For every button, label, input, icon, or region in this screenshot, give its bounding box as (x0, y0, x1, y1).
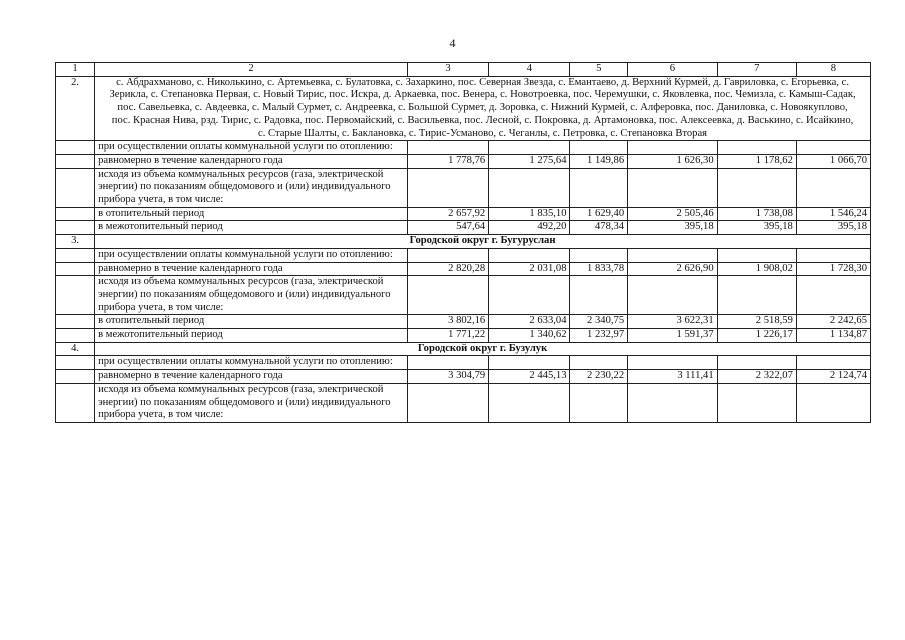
value-cell (407, 248, 488, 262)
value-cell: 2 031,08 (489, 262, 570, 276)
value-cell: 1 134,87 (796, 329, 870, 343)
value-cell: 3 802,16 (407, 315, 488, 329)
row-label: равномерно в течение календарного года (95, 154, 408, 168)
row-label: в отопительный период (95, 207, 408, 221)
value-cell: 395,18 (628, 221, 718, 235)
page-number: 4 (449, 36, 456, 50)
value-cell: 547,64 (407, 221, 488, 235)
header-cell: 6 (628, 63, 718, 77)
value-cell (570, 356, 628, 370)
value-cell (489, 356, 570, 370)
table-row (56, 329, 871, 343)
value-cell (717, 383, 796, 422)
row-index-blank (56, 315, 95, 329)
row-index-blank (56, 207, 95, 221)
table-row (56, 383, 871, 422)
header-cell: 7 (717, 63, 796, 77)
row-index-blank (56, 262, 95, 276)
value-cell: 395,18 (796, 221, 870, 235)
value-cell: 2 322,07 (717, 370, 796, 384)
value-cell (717, 276, 796, 315)
value-cell (796, 383, 870, 422)
value-cell: 1 149,86 (570, 154, 628, 168)
value-cell (796, 141, 870, 155)
value-cell: 1 728,30 (796, 262, 870, 276)
value-cell (489, 276, 570, 315)
value-cell (489, 248, 570, 262)
value-cell: 478,34 (570, 221, 628, 235)
value-cell: 1 771,22 (407, 329, 488, 343)
value-cell: 1 275,64 (489, 154, 570, 168)
value-cell (570, 141, 628, 155)
value-cell (717, 141, 796, 155)
table-row (56, 356, 871, 370)
table-row (56, 370, 871, 384)
value-cell: 1 629,40 (570, 207, 628, 221)
value-cell: 1 835,10 (489, 207, 570, 221)
value-cell: 1 340,62 (489, 329, 570, 343)
value-cell: 3 111,41 (628, 370, 718, 384)
settlements-list: с. Абдрахманово, с. Николькино, с. Артемьевка, с. Булатовка, с. Захаркино, пос. Северная Звезда, с. Емантаево, д. Верхний Курмей, д. Гавриловка, с. Егорьевка, с. Зерикла, с. Степановка Первая, с. Новый Тирис, пос. Искра, д. Аркаевка, пос. Венера, с. Новотроевка, пос. Черемушки, с. Яковлевка, пос. Чемизла, с. Камыш-Садак, пос. Савельевка, с. Авдеевка, с. Малый Сурмет, с. Андреевка, с. Большой Сурмет, д. Зоровка, с. Нижний Курмей, с. Алферовка, пос. Даниловка, с. Новоякуплово, пос. Красная Нива, рзд. Тирис, с. Радовка, пос. Первомайский, с. Васильевка, пос. Лесной, с. Покровка, д. Артамоновка, пос. Алексеевка, д. Васькино, с. Исайкино, с. Старые Шалты, с. Баклановка, с. Тирис-Усманово, с. Чеганлы, с. Петровка, с. Степановка Вторая (95, 76, 871, 141)
section-row-2 (56, 76, 871, 141)
header-cell: 3 (407, 63, 488, 77)
value-cell: 395,18 (717, 221, 796, 235)
value-cell (489, 141, 570, 155)
value-cell: 1 066,70 (796, 154, 870, 168)
row-label: при осуществлении оплаты коммунальной услуги по отоплению: (95, 356, 408, 370)
table-row (56, 207, 871, 221)
value-cell (407, 383, 488, 422)
value-cell (628, 248, 718, 262)
row-label: в отопительный период (95, 315, 408, 329)
value-cell (628, 168, 718, 207)
row-label: при осуществлении оплаты коммунальной услуги по отоплению: (95, 141, 408, 155)
value-cell: 2 820,28 (407, 262, 488, 276)
table-row (56, 141, 871, 155)
value-cell: 1 738,08 (717, 207, 796, 221)
value-cell: 3 304,79 (407, 370, 488, 384)
row-index-blank (56, 370, 95, 384)
value-cell: 1 232,97 (570, 329, 628, 343)
row-index-blank (56, 383, 95, 422)
value-cell: 2 633,04 (489, 315, 570, 329)
section-row-4 (56, 342, 871, 356)
row-label: при осуществлении оплаты коммунальной услуги по отоплению: (95, 248, 408, 262)
value-cell: 1 546,24 (796, 207, 870, 221)
value-cell (628, 141, 718, 155)
value-cell: 2 124,74 (796, 370, 870, 384)
value-cell (628, 356, 718, 370)
row-label: равномерно в течение календарного года (95, 262, 408, 276)
table-row (56, 221, 871, 235)
value-cell: 2 518,59 (717, 315, 796, 329)
value-cell: 492,20 (489, 221, 570, 235)
value-cell: 2 445,13 (489, 370, 570, 384)
row-index-blank (56, 356, 95, 370)
value-cell (407, 276, 488, 315)
value-cell (717, 248, 796, 262)
value-cell: 2 242,65 (796, 315, 870, 329)
value-cell (570, 276, 628, 315)
value-cell (717, 168, 796, 207)
table-row (56, 248, 871, 262)
value-cell (796, 276, 870, 315)
row-label: равномерно в течение календарного года (95, 370, 408, 384)
value-cell (407, 168, 488, 207)
row-label: в межотопительный период (95, 329, 408, 343)
value-cell (570, 248, 628, 262)
row-index-blank (56, 329, 95, 343)
section-title: Городской округ г. Бузулук (95, 342, 871, 356)
header-row (56, 63, 871, 77)
value-cell: 2 505,46 (628, 207, 718, 221)
value-cell (570, 383, 628, 422)
row-index-blank (56, 141, 95, 155)
row-label: исходя из объема коммунальных ресурсов (газа, электрической энергии) по показаниям общедомового и (или) индивидуального прибора учета, в том числе: (95, 276, 408, 315)
value-cell: 1 591,37 (628, 329, 718, 343)
row-index-blank (56, 168, 95, 207)
row-label: исходя из объема коммунальных ресурсов (газа, электрической энергии) по показаниям общедомового и (или) индивидуального прибора учета, в том числе: (95, 383, 408, 422)
row-index: 4. (56, 342, 95, 356)
row-index-blank (56, 248, 95, 262)
value-cell: 1 908,02 (717, 262, 796, 276)
header-cell: 8 (796, 63, 870, 77)
table-row (56, 262, 871, 276)
value-cell (489, 168, 570, 207)
value-cell: 1 778,76 (407, 154, 488, 168)
row-index-blank (56, 154, 95, 168)
value-cell: 2 626,90 (628, 262, 718, 276)
value-cell (407, 356, 488, 370)
value-cell (796, 168, 870, 207)
header-cell: 5 (570, 63, 628, 77)
value-cell: 2 340,75 (570, 315, 628, 329)
section-title: Городской округ г. Бугуруслан (95, 235, 871, 249)
value-cell: 1 833,78 (570, 262, 628, 276)
value-cell (796, 356, 870, 370)
value-cell (717, 356, 796, 370)
table-row (56, 276, 871, 315)
header-cell: 4 (489, 63, 570, 77)
table-row (56, 168, 871, 207)
row-label: исходя из объема коммунальных ресурсов (газа, электрической энергии) по показаниям общедомового и (или) индивидуального прибора учета, в том числе: (95, 168, 408, 207)
value-cell: 1 226,17 (717, 329, 796, 343)
value-cell: 1 626,30 (628, 154, 718, 168)
value-cell (628, 276, 718, 315)
value-cell (489, 383, 570, 422)
value-cell: 2 657,92 (407, 207, 488, 221)
value-cell (570, 168, 628, 207)
row-index-blank (56, 276, 95, 315)
value-cell: 3 622,31 (628, 315, 718, 329)
row-index-blank (56, 221, 95, 235)
table-row (56, 154, 871, 168)
row-index: 3. (56, 235, 95, 249)
section-row-3 (56, 235, 871, 249)
value-cell: 2 230,22 (570, 370, 628, 384)
row-label: в межотопительный период (95, 221, 408, 235)
header-cell: 1 (56, 63, 95, 77)
value-cell (407, 141, 488, 155)
row-index: 2. (56, 76, 95, 141)
value-cell (796, 248, 870, 262)
value-cell (628, 383, 718, 422)
table-row (56, 315, 871, 329)
header-cell: 2 (95, 63, 408, 77)
value-cell: 1 178,62 (717, 154, 796, 168)
tariff-table (55, 62, 871, 423)
